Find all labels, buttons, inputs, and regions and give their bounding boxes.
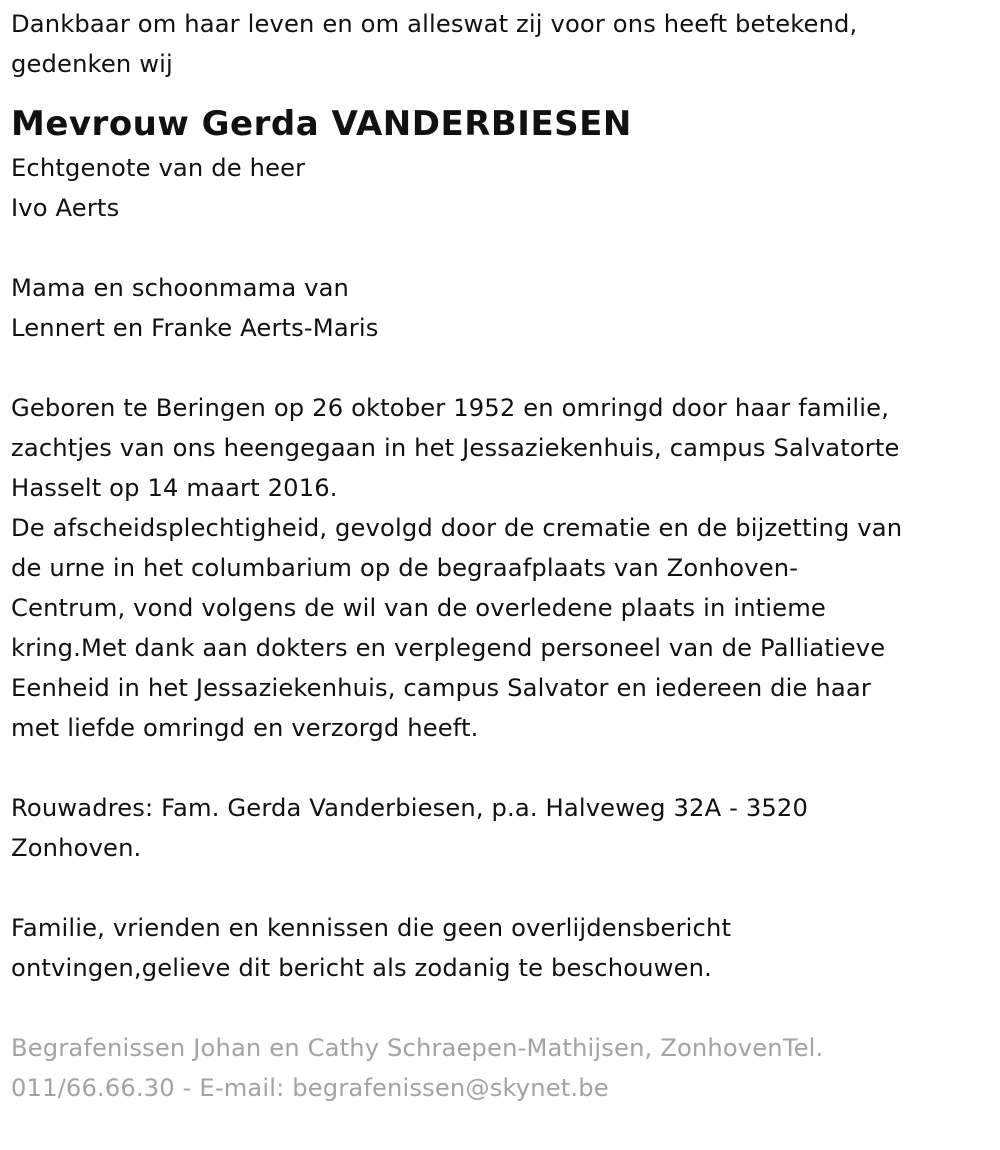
deceased-name: Mevrouw Gerda VANDERBIESEN: [11, 104, 632, 144]
announcement-line: Centrum, vond volgens de wil van de overledene plaats in intieme: [11, 594, 826, 622]
children-names: Lennert en Franke Aerts-Maris: [11, 314, 379, 342]
death-notice: [11, 4, 989, 1108]
spacer: [11, 348, 989, 388]
announcement-line: Hasselt op 14 maart 2016.: [11, 474, 338, 502]
announcement-line: De afscheidsplechtigheid, gevolgd door de crematie en de bijzetting van: [11, 514, 903, 542]
spacer: [11, 988, 989, 1028]
announcement-line: de urne in het columbarium op de begraafplaats van Zonhoven-: [11, 554, 799, 582]
spacer: [11, 748, 989, 788]
closing-line: Familie, vrienden en kennissen die geen overlijdensbericht: [11, 914, 732, 942]
intro-line: Dankbaar om haar leven en om alleswat zij voor ons heeft betekend,: [11, 10, 858, 38]
announcement-line: zachtjes van ons heengegaan in het Jessaziekenhuis, campus Salvatorte: [11, 434, 900, 462]
closing-line: ontvingen,gelieve dit bericht als zodanig te beschouwen.: [11, 954, 712, 982]
funeral-home-contact: 011/66.66.30 - E-mail: begrafenissen@skynet.be: [11, 1074, 609, 1102]
spouse-line: Echtgenote van de heer: [11, 154, 306, 182]
spacer: [11, 228, 989, 268]
address-line: Zonhoven.: [11, 834, 142, 862]
intro-line: gedenken wij: [11, 50, 173, 78]
announcement-line: met liefde omringd en verzorgd heeft.: [11, 714, 479, 742]
funeral-home-line: Begrafenissen Johan en Cathy Schraepen-Mathijsen, ZonhovenTel.: [11, 1034, 824, 1062]
address-line: Rouwadres: Fam. Gerda Vanderbiesen, p.a. Halveweg 32A - 3520: [11, 794, 808, 822]
announcement-line: Geboren te Beringen op 26 oktober 1952 en omringd door haar familie,: [11, 394, 890, 422]
spouse-name: Ivo Aerts: [11, 194, 120, 222]
children-line: Mama en schoonmama van: [11, 274, 350, 302]
announcement-line: kring.Met dank aan dokters en verplegend personeel van de Palliatieve: [11, 634, 886, 662]
announcement-line: Eenheid in het Jessaziekenhuis, campus Salvator en iedereen die haar: [11, 674, 871, 702]
spacer: [11, 868, 989, 908]
